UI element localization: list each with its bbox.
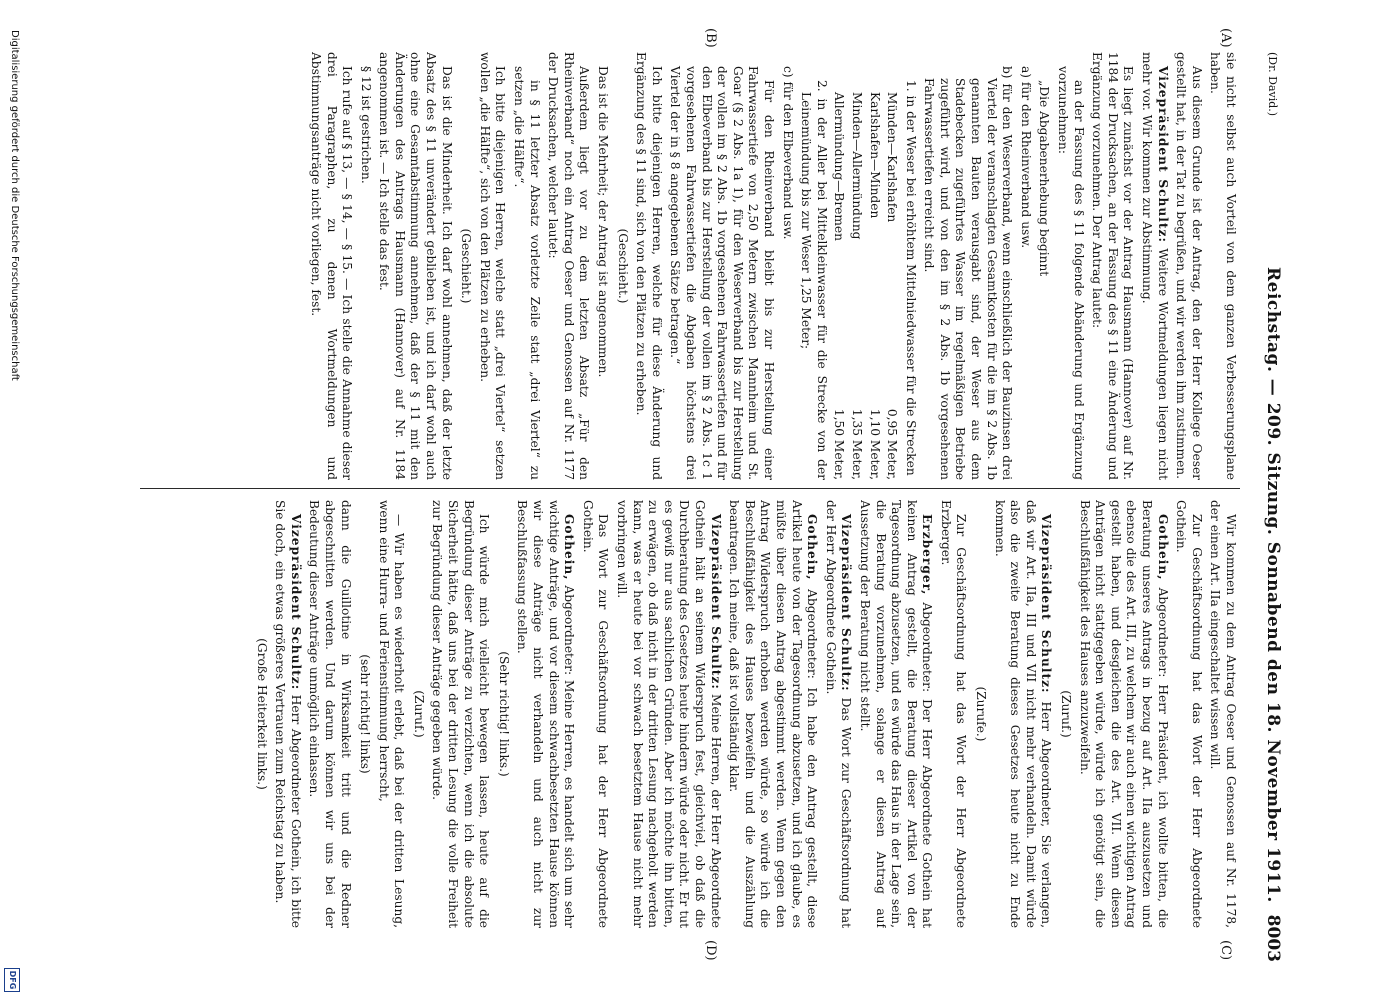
route-name: Karlshafen—Minden bbox=[867, 92, 882, 219]
speech-text: Abgeordneter: Herr Präsident, ich wollte bitten, die Beratung unseres Antrags in bezug auf Art. IIa auszusetzen und ebenso die des Art. III, zu welchem wir auch einen wichtigen Antrag gestellt haben, und desgleichen die des Art. VII. Wenn diesen Anträgen nicht stattgegeben würde, würde ich genötigt sein, die Beschlußfähigkeit des Hauses anzuzweifeln. bbox=[1077, 500, 1170, 928]
stage-direction: (Sehr richtig! links.) bbox=[496, 651, 511, 777]
speaker-name: Vizepräsident Schultz: bbox=[708, 514, 723, 690]
paragraph: Ich bitte diejenigen Herren, welche für diese Änderung und Ergänzung des § 11 sind, sich von den Plätzen zu erheben. bbox=[634, 52, 664, 480]
list-item: a) für den Rheinverband usw. bbox=[1018, 66, 1033, 249]
page-header bbox=[1253, 32, 1293, 962]
paragraph bbox=[726, 500, 820, 928]
paragraph bbox=[991, 500, 1053, 928]
speech-text: Abgeordneter: Der Herr Abgeordnete Gothein hat keinen Antrag gestellt, die Beratung dieser Artikel von der Tagesordnung abzusetzen, und es würde das Haus in der Lage sein, die Beratung vorzunehmen, solange er diesen Antrag auf Aussetzung der Beratung nicht stellt. bbox=[857, 500, 935, 928]
margin-marker-a: (A) bbox=[1218, 28, 1233, 48]
route-depth: 1,50 Meter, bbox=[832, 408, 847, 480]
paragraph: Ich rufe auf § 13, — § 14, — § 15. — Ich stelle die Annahme dieser drei Paragraphen, zu denen Wortmeldungen und Abstimmungsanträge nicht vorliegen, fest. bbox=[308, 52, 355, 480]
paragraph: Außerdem liegt vor zu dem letzten Absatz „Für den Rheinverband“ noch ein Antrag Oeser und Genossen auf Nr. 1177 der Drucksachen, welcher lautet: bbox=[546, 52, 592, 480]
paragraph bbox=[514, 500, 576, 928]
paragraph: Ich würde mich vielleicht bewegen lassen, heute auf die Begründung dieser Anträge zu verzichten, wenn ich die absolute Sicherheit hätte, daß uns bei der dritten Lesung die volle Freiheit zur Begründung dieser Anträge gegeben würde. bbox=[430, 500, 492, 928]
paragraph: „Die Abgabenerhebung beginnt bbox=[1037, 80, 1052, 277]
speech-text: Weitere Wortmeldungen liegen nicht mehr vor. Wir kommen zur Abstimmung. bbox=[1140, 52, 1170, 480]
speech-text: Abgeordneter: Ich habe den Antrag gestellt, diese Artikel heute von der Tagesordnung abzusetzen, und ich glaube, es müßte über diesen Antrag abgestimmt werden. Wenn gegen den Antrag Widerspruch erhoben werden würde, so würde ich die Beschlußfähigkeit des Hauses bezweifeln und die Auszählung beantragen. Ich meine, daß ist vollständig klar. bbox=[727, 500, 820, 928]
paragraph bbox=[1076, 500, 1170, 928]
route-name: Allermündung—Bremen bbox=[832, 92, 847, 241]
paragraph bbox=[613, 500, 722, 928]
paragraph: Das Wort zur Geschäftsordnung hat der Herr Abgeordnete Gothein. bbox=[580, 500, 611, 928]
paragraph: an der Fassung des § 11 folgende Abänderung und Ergänzung vorzunehmen: bbox=[1056, 66, 1086, 480]
paragraph: Ich bitte diejenigen Herren, welche statt „drei Viertel“ setzen wollen „die Hälfte“, sich von den Plätzen zu erheben. bbox=[477, 52, 508, 480]
stage-direction: (sehr richtig! links) bbox=[358, 654, 373, 774]
route-depth: 1,10 Meter, bbox=[867, 408, 882, 480]
list-item: b) für den Weserverband, wenn einschließlich der Bauzinsen drei Viertel der veranschlagten Gesamtkosten für die im § 2 Abs. 1b genannten Bauten verausgabt sind, der Weser aus dem Stadebecken zugeführtes Wasser im regelmäßigen Betriebe zugeführt wird, und von den im § 2 Abs. 1b vorgesehenen Fahrwassertiefen erreicht sind. bbox=[922, 66, 1015, 480]
depth-row bbox=[848, 52, 864, 480]
route-depth: 0,95 Meter, bbox=[885, 408, 900, 480]
dfg-logo: DFG bbox=[4, 968, 20, 992]
paragraph: Für den Rheinverband bleibt bis zur Herstellung einer Fahrwassertiefe von 2,50 Metern zwischen Mannheim und St. Goar (§ 2 Abs. 1a 1), für den Weserverband bis zur Herstellung der vollen im § 2 Abs. 1b vorgesehenen Fahrwassertiefen und für den Elbeverband bis zur Herstellung der vollen im § 2 Abs. 1c 1 vorgesehenen Fahrwassertiefen die Abgaben höchstens drei Viertel der in § 8 angegebenen Sätze betragen.“ bbox=[668, 66, 776, 480]
paragraph: Wir kommen zu dem Antrag Oeser und Genossen auf Nr. 1178, der einen Art. IIa eingeschaltet wissen will. bbox=[1208, 500, 1238, 928]
speech-text: Herr Abgeordneter, Sie verlangen, daß wir Art. IIa, III und VII nicht mehr verhandeln. Damit würde also die zweite Beratung dieses Gesetzes heute nicht zu Ende kommen. bbox=[992, 500, 1054, 928]
paragraph: § 12 ist gestrichen. bbox=[358, 66, 373, 184]
funding-notice: Digitalisierung gefördert durch die Deutsche Forschungsgemeinschaft bbox=[9, 30, 20, 381]
depth-row bbox=[884, 52, 900, 480]
digitization-footer bbox=[4, 0, 20, 1000]
margin-marker-d: (D) bbox=[703, 940, 718, 961]
paragraph bbox=[822, 500, 853, 928]
column-divider bbox=[140, 488, 1240, 489]
paragraph: Zur Geschäftsordnung hat das Wort der Herr Abgeordnete Erzberger. bbox=[938, 500, 969, 928]
list-item: 2. in der Aller bei Mittelkleinwasser für die Strecke von der Leinemündung bis zur Weser 1,25 Meter; bbox=[799, 80, 829, 480]
paragraph bbox=[1138, 52, 1169, 480]
speaker-name: Gothein, bbox=[1155, 514, 1170, 581]
page-number: 8003 bbox=[1263, 914, 1283, 962]
left-column bbox=[78, 52, 1238, 480]
margin-marker-c: (C) bbox=[1218, 940, 1233, 961]
right-column bbox=[78, 500, 1238, 928]
paragraph bbox=[856, 500, 934, 928]
page-title: Reichstag. — 209. Sitzung. Sonnabend den 18. November 1911. bbox=[1263, 267, 1283, 903]
paragraph: Das ist die Minderheit. Ich darf wohl annehmen, daß der letzte Absatz des § 11 unverändert geblieben ist, und ich darf wohl auch ohne eine Gesamtabstimmung annehmen, daß der § 11 mit den Änderungen des Antrags Hausmann (Hannover) auf Nr. 1184 angenommen ist. — Ich stelle das fest. bbox=[377, 52, 454, 480]
speaker-name: Vizepräsident Schultz: bbox=[1155, 66, 1170, 243]
paragraph: Zur Geschäftsordnung hat das Wort der Herr Abgeordnete Gothein. bbox=[1174, 500, 1204, 928]
margin-marker-b: (B) bbox=[703, 28, 718, 48]
speaker-name: Erzberger, bbox=[920, 514, 935, 596]
speaker-name: Vizepräsident Schultz: bbox=[839, 514, 854, 692]
paragraph: in § 11 letzter Absatz vorletzte Zeile statt „drei Viertel“ zu setzen „die Hälfte“. bbox=[512, 66, 542, 480]
list-item: c) für den Elbeverband usw. bbox=[780, 66, 795, 240]
speech-text: Herr Abgeordneter Gothein, ich bitte Sie doch, ein etwas größeres Vertrauen zum Reichstag zu haben. bbox=[273, 500, 303, 928]
speaker-name: Gothein, bbox=[562, 514, 577, 581]
speaker-name: Vizepräsident Schultz: bbox=[288, 514, 303, 691]
depth-row bbox=[831, 52, 847, 480]
list-item: 1. in der Weser bei erhöhtem Mittelniedwasser für die Strecken bbox=[903, 80, 918, 476]
stage-direction: (Große Heiterkeit links.) bbox=[254, 638, 269, 790]
speech-text: Abgeordneter: Meine Herren, es handelt sich um sehr wichtige Anträge, und vor diesem schwachbesetzten Hause können wir diese Anträge nicht verhandeln und auch nicht zur Beschlußfassung stellen. bbox=[515, 500, 577, 928]
stage-direction: (Geschieht.) bbox=[459, 228, 474, 304]
paragraph bbox=[272, 500, 303, 928]
stage-direction: (Zuruf.) bbox=[411, 690, 426, 738]
speech-text: Das Wort zur Geschäftsordnung hat der Herr Abgeordnete Gothein. bbox=[823, 500, 854, 928]
stage-direction: (Geschieht.) bbox=[615, 228, 630, 304]
paragraph: Aus diesem Grunde ist der Antrag, den der Herr Kollege Oeser gestellt hat, in der Tat zu begrüßen, und wir werden ihm zustimmen. bbox=[1174, 52, 1204, 480]
paragraph: Es liegt zunächst vor der Antrag Hausmann (Hannover) auf Nr. 1184 der Drucksachen, an der Fassung des § 11 eine Änderung und Ergänzung vorzunehmen. Der Antrag lautet: bbox=[1090, 52, 1136, 480]
paragraph: sie nicht selbst auch Vorteil von dem ganzen Verbesserungsplane haben. bbox=[1208, 52, 1238, 480]
paragraph: Das ist die Mehrheit; der Antrag ist angenommen. bbox=[596, 66, 611, 378]
speaker-name: Gothein, bbox=[805, 514, 820, 581]
stage-direction: (Zurufe.) bbox=[974, 686, 989, 742]
header-speaker-note: (Dr. David.) bbox=[1266, 52, 1279, 117]
depth-row bbox=[866, 52, 882, 480]
paragraph: — Wir haben es wiederholt erlebt, daß bei der dritten Lesung, wenn eine Hurra- und Ferienstimmung herrscht, bbox=[376, 500, 407, 928]
speaker-name: Vizepräsident Schultz: bbox=[1039, 514, 1054, 694]
route-name: Minden—Allermündung bbox=[849, 92, 864, 240]
route-name: Münden—Karlshafen bbox=[885, 92, 900, 223]
route-depth: 1,35 Meter, bbox=[849, 408, 864, 480]
paragraph: dann die Guillotine in Wirksamkeit tritt und die Redner abgeschnitten werden. Und darum können wir uns bei der Bedeutung dieser Anträge unmöglich einlassen. bbox=[307, 500, 353, 928]
speech-text: Meine Herren, der Herr Abgeordnete Gothein hält an seinem Widerspruch fest, gleichviel, ob daß die Durchberatung des Gesetzes heute hindern würde oder nicht. Er tut es gewiß nur aus sachlichen Gründen. Aber ich möchte ihn bitten, zu erwägen, ob daß nicht in der dritten Lesung nachgeholt werden kann, was er heute bei vor schwach besetztem Hause nicht mehr vorbringen will. bbox=[615, 500, 723, 928]
stage-direction: (Zuruf.) bbox=[1059, 690, 1074, 738]
